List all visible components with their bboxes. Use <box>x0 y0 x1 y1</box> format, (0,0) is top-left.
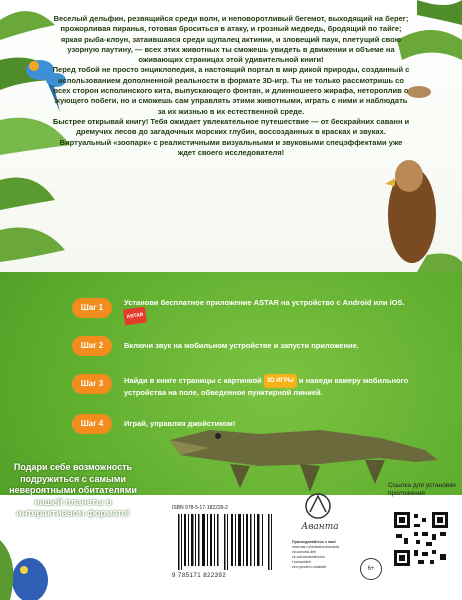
step-3-text: Найди в книге страницы с картинкой 3D ИГРЫ и наведи камеру мобильного устройства на поле, обведенное пунктирной линией. <box>124 375 409 397</box>
age-rating-badge: 6+ <box>360 558 382 580</box>
intro-paragraph-1: Веселый дельфин, резвящийся среди волн, и неповоротливый бегемот, выходящий на берег; прожорливая пиранья, готовая броситься в атаку, и грозный медведь, бродящий по тайге; яркая рыба-клоун, затаившаяся среди щупалец актинии, и зловещий паук, плетущий свою узорную паутину, — всех этих животных ты сможешь увидеть в движении и объеме на оживающих страницах этой удивительной книги! <box>53 14 409 65</box>
parrot-illustration <box>0 540 60 600</box>
publisher-name: Аванта <box>301 522 339 532</box>
qr-label: Ссылка для установки приложения <box>388 482 456 497</box>
step-4-label: Шаг 4 <box>72 414 112 434</box>
avanta-logo-icon <box>300 490 336 526</box>
contact-link[interactable]: zen.yandex.ru/astdeti <box>292 565 327 569</box>
contact-link[interactable]: vk.com/avantabooks <box>292 555 325 559</box>
step-1-label: Шаг 1 <box>72 298 112 318</box>
step-3-label: Шаг 3 <box>72 374 112 394</box>
step-2-label: Шаг 2 <box>72 336 112 356</box>
barcode-block <box>172 505 288 585</box>
barcode-number: 9 785171 822392 <box>172 573 227 579</box>
promo-text: Подари себе возможность подружиться с самыми невероятными обитателями нашей планеты в интерактивном формате! <box>9 462 137 518</box>
contacts-block <box>292 540 352 570</box>
astar-logo-icon: ASTAR <box>123 307 147 326</box>
intro-text <box>52 14 410 158</box>
top-section <box>0 0 462 272</box>
3d-games-badge-icon: 3D ИГРЫ <box>264 374 297 388</box>
contact-link[interactable]: t.me/astdeti <box>292 560 311 564</box>
step-4-text: Играй, управляя джойстиком! <box>124 419 236 428</box>
isbn-text: ISBN 978-5-17-182239-2 <box>172 505 228 511</box>
barcode-icon <box>176 514 276 570</box>
qr-code-icon[interactable] <box>392 510 450 568</box>
intro-paragraph-2: Перед тобой не просто энциклопедия, а настоящий портал в мир дикой природы, созданный с использованием дополненной реальности в формате 3D-игр. Ты не только рассмотришь со всех сторон исполинского кита, выпускающего фонтан, и длинношеего жирафа, нетороплив о жующего побеги, но и сможешь сам управлять этими животными, играть с ними и наблюдать за их жизнью в их естественной среде. <box>52 65 410 116</box>
step-1-text: Установи бесплатное приложение ASTAR на устройство с Android или iOS. ASTAR <box>124 298 424 324</box>
intro-paragraph-3: Быстрее открывай книгу! Тебя ожидает увлекательное путешествие — от бескрайних саванн и дремучих лесов до загадочных морских глубин, воссозданных в красках и звуках. Виртуальный «зоопарк» с реалистичными визуальными и звуковыми спецэффектами уже ждет своего исследователя! <box>52 116 410 157</box>
step-2-text: Включи звук на мобильном устройстве и запусти приложение. <box>124 341 359 350</box>
contacts-heading: Присоединяйтесь к нам! <box>292 540 336 544</box>
contact-link[interactable]: vk.com/ast.deti <box>292 550 316 554</box>
contact-link[interactable]: www.ast.ru/redactions/avanta <box>292 545 339 549</box>
